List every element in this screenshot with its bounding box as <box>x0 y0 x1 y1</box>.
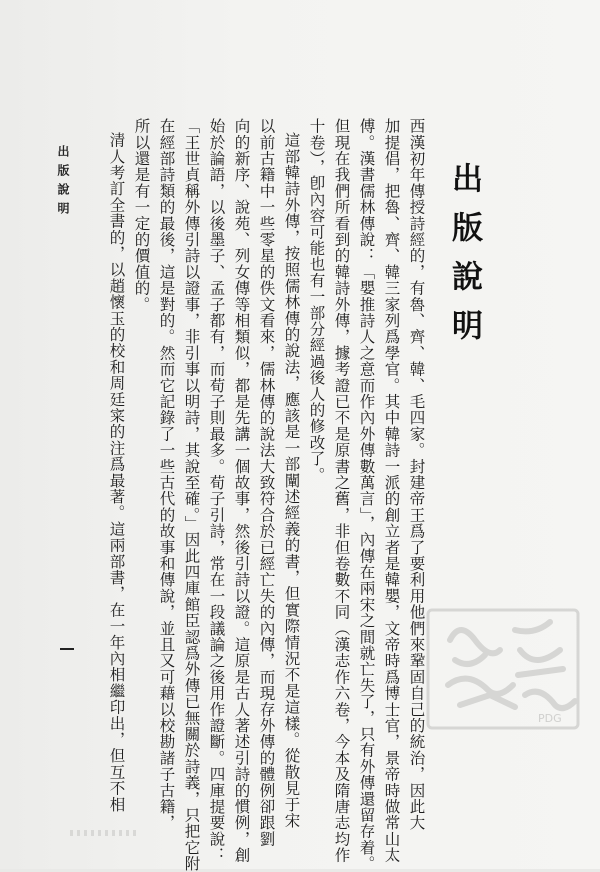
text-column: 但現在我們所看到的韓詩外傳，據考證已不是原書之舊，非但卷數不同（漢志作六卷，今本及隋唐志均作 <box>332 118 351 864</box>
running-header: 出版說明 <box>56 145 70 221</box>
text-column: 所以還是有一定的價值的。 <box>132 118 151 313</box>
scan-artifact <box>70 830 140 836</box>
text-column: 向的新序、說苑、列女傳等相類似，都是先講一個故事，然後引詩以證。這原是古人著述引詩的慣例，創 <box>232 118 251 864</box>
text-column: 始於論語，以後墨子、孟子都有，而荀子則最多。荀子引詩，常在一段議論之後用作證斷。四庫提要說： <box>207 118 226 864</box>
text-column: 加提倡，把魯、齊、韓三家列爲學官。其中韓詩一派的創立者是韓嬰，文帝時爲博士官，景帝時做常山太 <box>382 118 401 864</box>
page-title: 出版說明 <box>446 162 482 358</box>
text-column: 以前古籍中一些零星的佚文看來，儒林傳的說法大致符合於已經亡失的內傳，而現存外傳的體例卻跟劉 <box>257 118 276 847</box>
text-column: 這部韓詩外傳，按照儒林傳的說法，應該是一部闡述經義的書，但實際情況不是這樣。從散見于宋 <box>282 132 301 829</box>
text-column: 傅。漢書儒林傳說：「嬰推詩人之意而作內外傳數萬言」，內傳在兩宋之間就亡失了，只有外傳還留存着。 <box>357 118 376 872</box>
text-column: 西漢初年傳授詩經的，有魯、齊、韓、毛四家。封建帝王爲了要利用他們來鞏固自己的統治，因此大 <box>407 118 426 831</box>
text-column: 十卷），卽內容可能也有一部分經過後人的修改了。 <box>307 118 326 483</box>
svg-text:PDG: PDG <box>538 712 562 725</box>
page-number <box>60 648 74 650</box>
watermark-seal-icon <box>420 600 590 740</box>
text-column: 清人考訂全書的，以趙懷玉的校和周廷寀的注爲最著。這兩部書，在一年內相繼印出，但互不相 <box>107 132 126 813</box>
text-column: 在經部詩類的最後，這是對的。然而它記錄了一些古代的故事和傳說，並且又可藉以校勘諸子古籍， <box>157 118 176 831</box>
text-column: 「王世貞稱外傳引詩以證事，非引事以明詩，其說至確。」因此四庫館臣認爲外傳已無關於詩義，只把它附 <box>182 118 201 872</box>
